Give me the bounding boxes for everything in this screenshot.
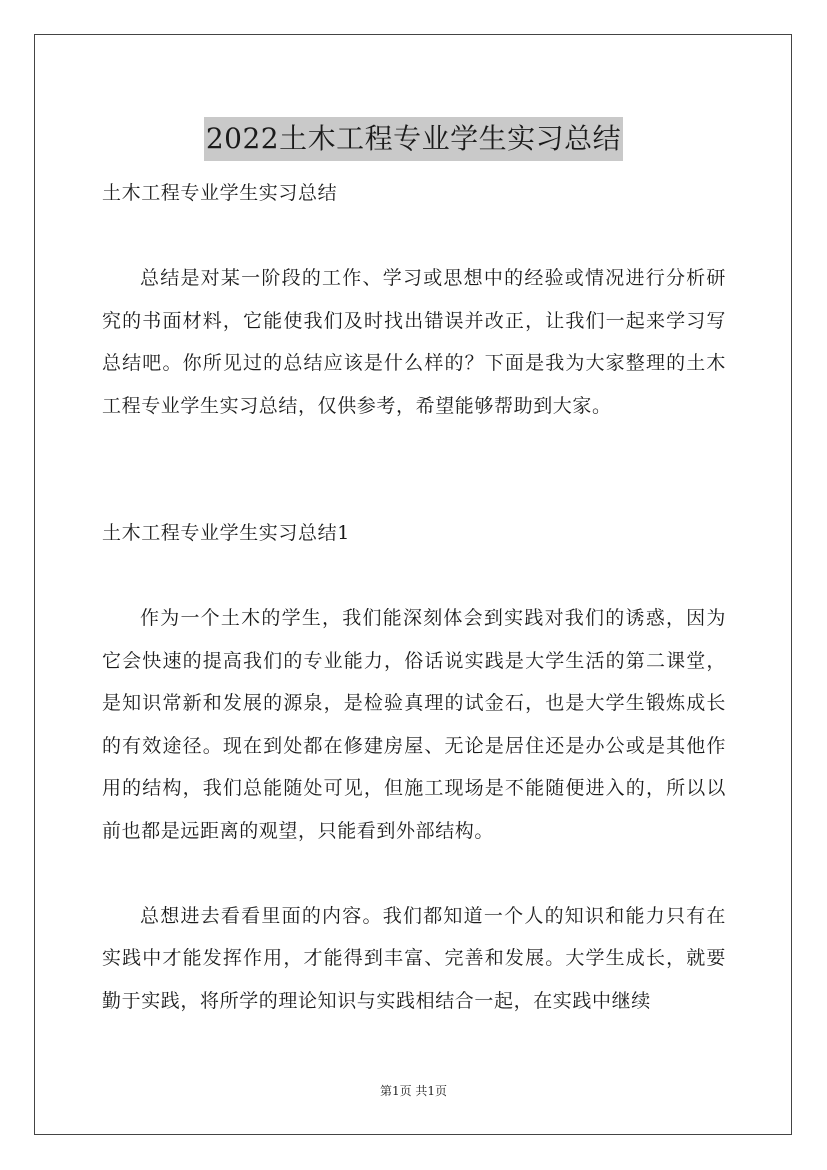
document-title: 2022土木工程专业学生实习总结 (204, 117, 623, 161)
spacer (102, 555, 726, 598)
title-wrapper (0, 98, 827, 180)
document-body (102, 172, 726, 1022)
spacer (102, 215, 726, 258)
intro-heading: 土木工程专业学生实习总结 (102, 182, 338, 204)
page-footer: 第1页 共1页 (379, 1084, 448, 1098)
spacer (102, 427, 726, 470)
section-paragraph-1: 作为一个土木的学生，我们能深刻体会到实践对我们的诱惑，因为它会快速的提高我们的专业能力，俗话说实践是大学生活的第二课堂，是知识常新和发展的源泉，是检验真理的试金石，也是大学生锻炼成长的有效途径。现在到处都在修建房屋、无论是居住还是办公或是其他作用的结构，我们总能随处可见，但施工现场是不能随便进入的，所以以前也都是远距离的观望，只能看到外部结构。 (102, 607, 726, 842)
spacer (102, 470, 726, 513)
section-heading-1: 土木工程专业学生实习总结1 (102, 522, 350, 544)
spacer (102, 852, 726, 895)
intro-paragraph: 总结是对某一阶段的工作、学习或思想中的经验或情况进行分析研究的书面材料，它能使我们及时找出错误并改正，让我们一起来学习写总结吧。你所见过的总结应该是什么样的？下面是我为大家整理的土木工程专业学生实习总结，仅供参考，希望能够帮助到大家。 (102, 267, 726, 417)
section-paragraph-2: 总想进去看看里面的内容。我们都知道一个人的知识和能力只有在实践中才能发挥作用，才能得到丰富、完善和发展。大学生成长，就要勤于实践，将所学的理论知识与实践相结合一起，在实践中继续 (102, 904, 726, 1012)
